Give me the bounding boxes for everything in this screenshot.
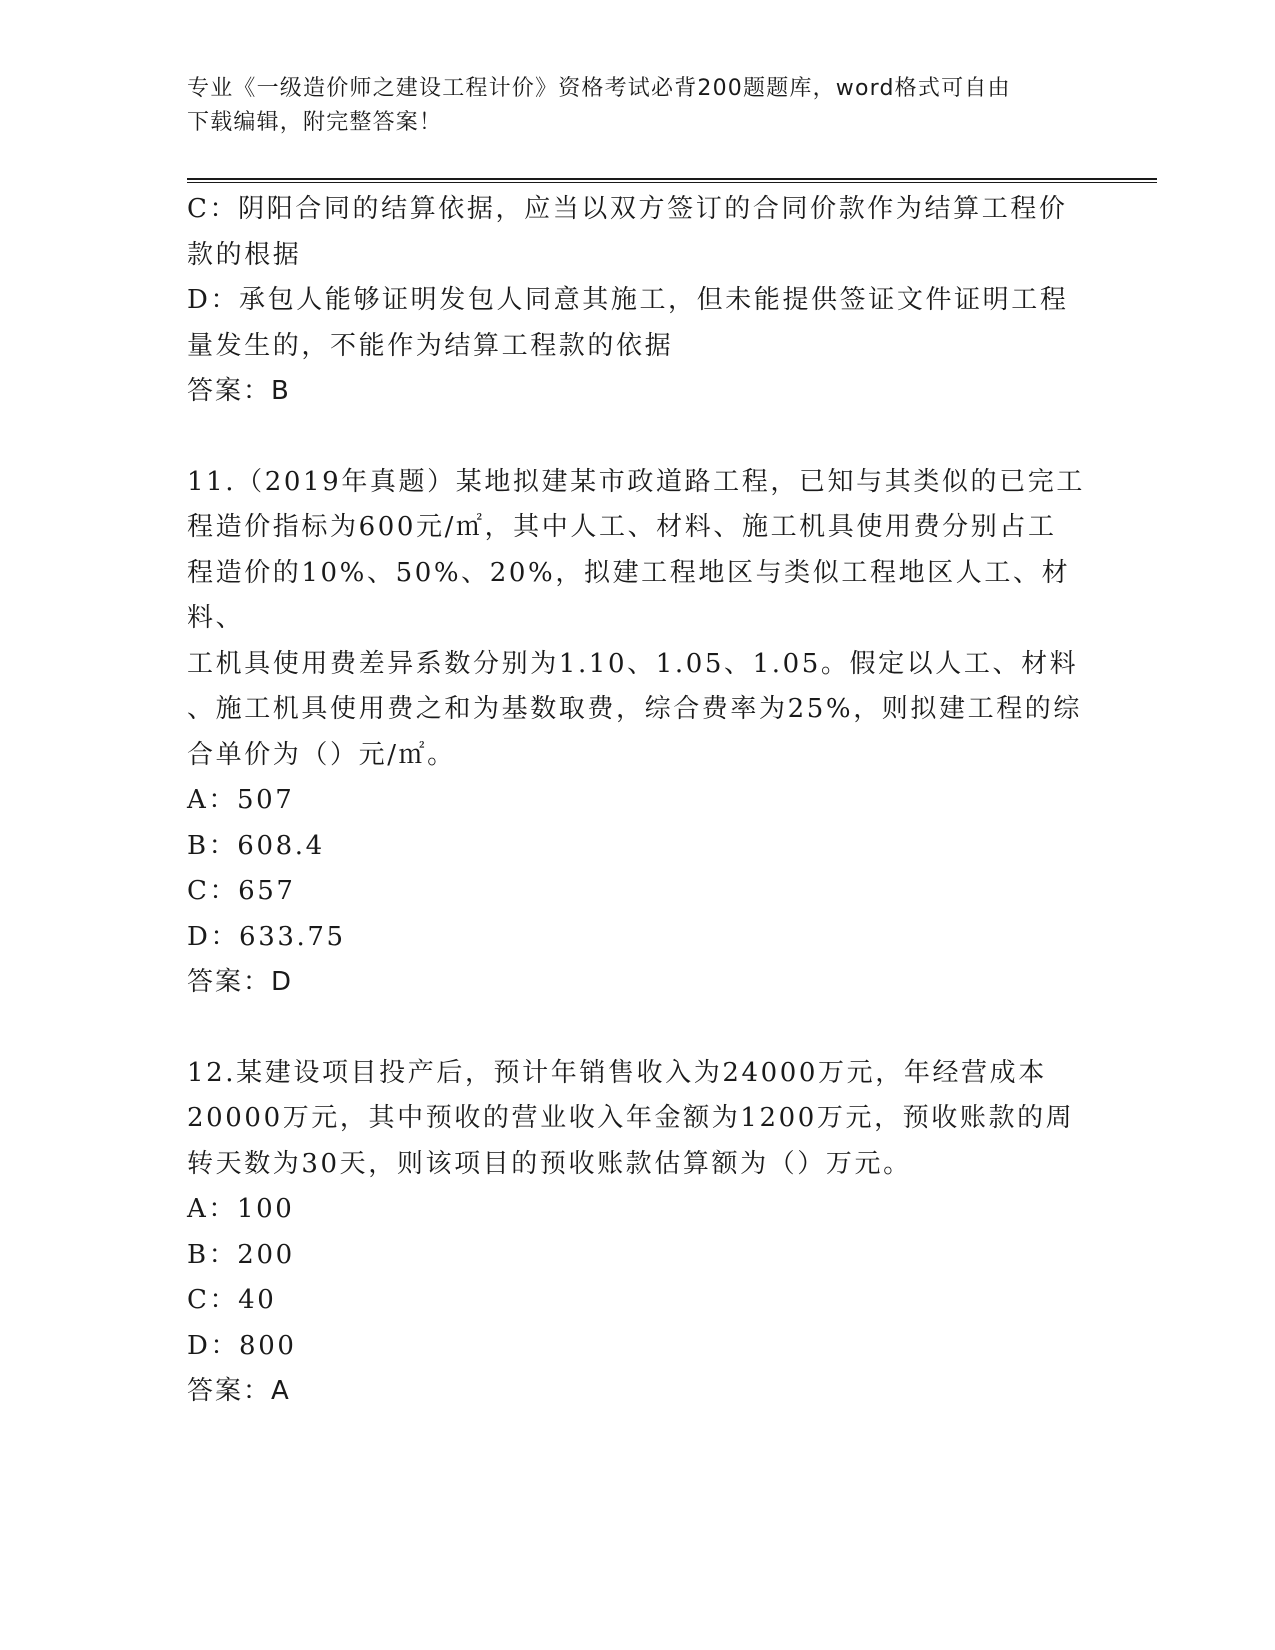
- option-b: B：200: [187, 1239, 295, 1270]
- option-d: D：633.75: [187, 921, 346, 952]
- option-c: C：阴阳合同的结算依据，应当以双方签订的合同价款作为结算工程价: [187, 194, 1068, 224]
- question-stem-line: 程造价指标为600元/㎡，其中人工、材料、施工机具使用费分别占工: [187, 512, 1057, 542]
- answer-line: 答案：B: [187, 376, 291, 406]
- question-stem-line: 、施工机具使用费之和为基数取费，综合费率为25%，则拟建工程的综: [187, 694, 1082, 724]
- option-b: B：608.4: [187, 830, 325, 861]
- header-line: 下载编辑，附完整答案！: [187, 110, 443, 135]
- answer-line: 答案：A: [187, 1376, 291, 1406]
- question-stem-line: 11.（2019年真题）某地拟建某市政道路工程，已知与其类似的已完工: [187, 466, 1085, 497]
- spacer: [187, 415, 1087, 460]
- answer-line: 答案：D: [187, 967, 294, 997]
- question-stem-line: 转天数为30天，则该项目的预收账款估算额为（）万元。: [187, 1148, 912, 1179]
- option-a: A：507: [187, 785, 295, 815]
- header-divider-thin: [187, 182, 1157, 183]
- option-c: C：40: [187, 1285, 277, 1315]
- question-stem-line: 工机具使用费差异系数分别为1.10、1.05、1.05。假定以人工、材料: [187, 648, 1079, 679]
- question-stem-line: 合单价为（）元/㎡。: [187, 739, 456, 770]
- question-11: [187, 460, 1087, 1006]
- document-body: [187, 187, 1087, 1415]
- option-d-continued: 量发生的，不能作为结算工程款的依据: [187, 330, 674, 361]
- header-line: 专业《一级造价师之建设工程计价》资格考试必背200题题库，word格式可自由: [187, 76, 1011, 101]
- option-c: C：657: [187, 876, 296, 906]
- option-d: D：承包人能够证明发包人同意其施工，但未能提供签证文件证明工程: [187, 285, 1069, 315]
- option-c-continued: 款的根据: [187, 239, 302, 270]
- option-a: A：100: [187, 1194, 295, 1224]
- document-header: [187, 72, 1067, 140]
- question-12: [187, 1051, 1087, 1415]
- question-stem-line: 20000万元，其中预收的营业收入年金额为1200万元，预收账款的周: [187, 1103, 1075, 1133]
- question-10-tail: [187, 187, 1087, 415]
- header-divider: [187, 178, 1157, 180]
- question-stem-line: 12.某建设项目投产后，预计年销售收入为24000万元，年经营成本: [187, 1057, 1047, 1088]
- option-d: D：800: [187, 1330, 297, 1361]
- question-stem-line: 程造价的10%、50%、20%，拟建工程地区与类似工程地区人工、材料、: [187, 557, 1071, 633]
- spacer: [187, 1006, 1087, 1051]
